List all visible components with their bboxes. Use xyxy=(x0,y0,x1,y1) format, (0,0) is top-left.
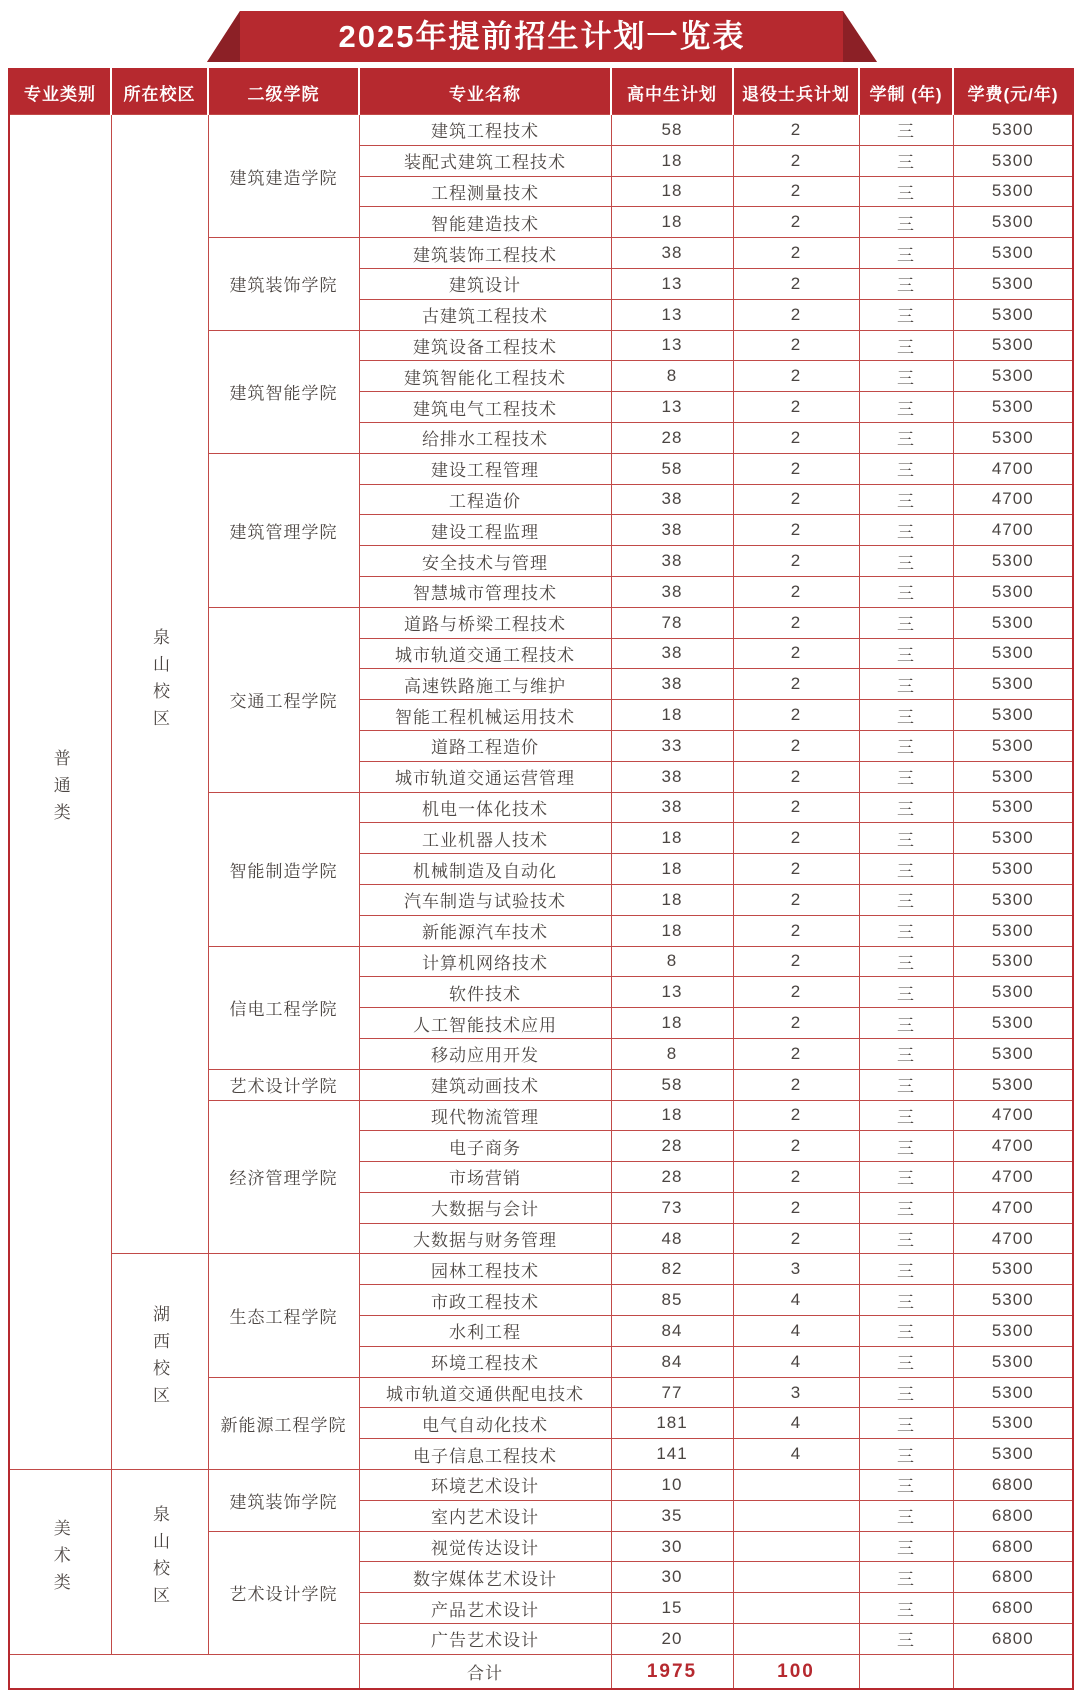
campus-cell-text: 泉山校区 xyxy=(150,627,169,736)
duration-cell: 三 xyxy=(859,1192,953,1223)
duration-cell: 三 xyxy=(859,854,953,885)
major-name-cell: 新能源汽车技术 xyxy=(359,915,611,946)
major-name-cell: 电气自动化技术 xyxy=(359,1408,611,1439)
veteran-plan-cell xyxy=(733,1624,859,1655)
total-row xyxy=(9,1654,1073,1689)
veteran-plan-cell: 4 xyxy=(733,1408,859,1439)
major-row xyxy=(9,1254,1073,1285)
major-name-cell: 工程造价 xyxy=(359,484,611,515)
duration-cell: 三 xyxy=(859,1439,953,1470)
veteran-plan-cell: 2 xyxy=(733,1038,859,1069)
major-name-cell: 安全技术与管理 xyxy=(359,546,611,577)
hs-plan-cell: 85 xyxy=(611,1285,733,1316)
duration-cell: 三 xyxy=(859,761,953,792)
admission-plan-table xyxy=(8,68,1074,1690)
major-name-cell: 移动应用开发 xyxy=(359,1038,611,1069)
veteran-plan-cell: 2 xyxy=(733,823,859,854)
veteran-plan-cell: 2 xyxy=(733,1223,859,1254)
duration-cell: 三 xyxy=(859,1254,953,1285)
duration-cell: 三 xyxy=(859,1470,953,1501)
hs-plan-cell: 15 xyxy=(611,1593,733,1624)
tuition-cell: 5300 xyxy=(953,1008,1073,1039)
veteran-plan-cell: 4 xyxy=(733,1346,859,1377)
hs-plan-cell: 141 xyxy=(611,1439,733,1470)
college-cell: 生态工程学院 xyxy=(208,1254,359,1377)
veteran-plan-cell: 2 xyxy=(733,730,859,761)
duration-cell: 三 xyxy=(859,1531,953,1562)
hs-plan-cell: 18 xyxy=(611,1008,733,1039)
veteran-plan-cell: 2 xyxy=(733,361,859,392)
major-name-cell: 数字媒体艺术设计 xyxy=(359,1562,611,1593)
category-cell-text: 美术类 xyxy=(50,1518,70,1600)
major-name-cell: 建筑动画技术 xyxy=(359,1069,611,1100)
veteran-plan-cell: 2 xyxy=(733,977,859,1008)
veteran-plan-cell: 2 xyxy=(733,884,859,915)
duration-cell: 三 xyxy=(859,792,953,823)
column-header-duration: 学制 (年) xyxy=(859,69,953,115)
major-name-cell: 智能建造技术 xyxy=(359,207,611,238)
duration-cell: 三 xyxy=(859,1593,953,1624)
hs-plan-cell: 18 xyxy=(611,823,733,854)
veteran-plan-cell: 2 xyxy=(733,1192,859,1223)
duration-cell: 三 xyxy=(859,607,953,638)
duration-cell: 三 xyxy=(859,1316,953,1347)
hs-plan-cell: 8 xyxy=(611,1038,733,1069)
tuition-cell: 5300 xyxy=(953,1254,1073,1285)
hs-plan-cell: 78 xyxy=(611,607,733,638)
hs-plan-cell: 8 xyxy=(611,946,733,977)
tuition-cell: 5300 xyxy=(953,299,1073,330)
tuition-cell: 5300 xyxy=(953,823,1073,854)
page-title: 2025年提前招生计划一览表 xyxy=(338,19,746,54)
tuition-cell: 5300 xyxy=(953,638,1073,669)
veteran-plan-cell: 2 xyxy=(733,115,859,146)
major-name-cell: 软件技术 xyxy=(359,977,611,1008)
duration-cell: 三 xyxy=(859,145,953,176)
major-name-cell: 园林工程技术 xyxy=(359,1254,611,1285)
veteran-plan-cell: 2 xyxy=(733,207,859,238)
category-cell-text: 普通类 xyxy=(50,749,70,831)
duration-cell: 三 xyxy=(859,700,953,731)
veteran-plan-cell: 2 xyxy=(733,792,859,823)
tuition-cell: 6800 xyxy=(953,1593,1073,1624)
tuition-cell: 5300 xyxy=(953,330,1073,361)
hs-plan-cell: 38 xyxy=(611,669,733,700)
major-name-cell: 工业机器人技术 xyxy=(359,823,611,854)
college-cell: 建筑装饰学院 xyxy=(208,238,359,330)
tuition-cell: 4700 xyxy=(953,515,1073,546)
major-name-cell: 人工智能技术应用 xyxy=(359,1008,611,1039)
duration-cell: 三 xyxy=(859,1100,953,1131)
college-cell: 交通工程学院 xyxy=(208,607,359,792)
veteran-plan-cell: 2 xyxy=(733,638,859,669)
veteran-plan-cell: 2 xyxy=(733,238,859,269)
column-header-tuition: 学费(元/年) xyxy=(953,69,1073,115)
duration-cell: 三 xyxy=(859,361,953,392)
major-name-cell: 给排水工程技术 xyxy=(359,422,611,453)
veteran-plan-cell: 2 xyxy=(733,761,859,792)
duration-cell: 三 xyxy=(859,422,953,453)
major-name-cell: 现代物流管理 xyxy=(359,1100,611,1131)
major-name-cell: 道路与桥梁工程技术 xyxy=(359,607,611,638)
hs-plan-cell: 38 xyxy=(611,238,733,269)
total-spacer-cell xyxy=(9,1654,359,1689)
veteran-plan-cell: 2 xyxy=(733,1131,859,1162)
hs-plan-cell: 18 xyxy=(611,700,733,731)
major-name-cell: 建筑智能化工程技术 xyxy=(359,361,611,392)
college-cell: 经济管理学院 xyxy=(208,1100,359,1254)
duration-cell: 三 xyxy=(859,638,953,669)
duration-cell: 三 xyxy=(859,1008,953,1039)
tuition-cell: 5300 xyxy=(953,854,1073,885)
column-header-college: 二级学院 xyxy=(208,69,359,115)
duration-cell: 三 xyxy=(859,1069,953,1100)
tuition-cell: 5300 xyxy=(953,207,1073,238)
duration-cell: 三 xyxy=(859,484,953,515)
veteran-plan-cell: 2 xyxy=(733,607,859,638)
major-name-cell: 城市轨道交通工程技术 xyxy=(359,638,611,669)
tuition-cell: 5300 xyxy=(953,392,1073,423)
veteran-plan-cell: 2 xyxy=(733,145,859,176)
column-header-major: 专业名称 xyxy=(359,69,611,115)
tuition-cell: 5300 xyxy=(953,422,1073,453)
veteran-plan-cell xyxy=(733,1593,859,1624)
hs-plan-cell: 77 xyxy=(611,1377,733,1408)
veteran-plan-cell: 2 xyxy=(733,946,859,977)
hs-plan-cell: 84 xyxy=(611,1346,733,1377)
tuition-cell: 5300 xyxy=(953,669,1073,700)
major-name-cell: 室内艺术设计 xyxy=(359,1500,611,1531)
duration-cell: 三 xyxy=(859,238,953,269)
tuition-cell: 4700 xyxy=(953,1100,1073,1131)
duration-cell: 三 xyxy=(859,1500,953,1531)
major-name-cell: 建筑设计 xyxy=(359,268,611,299)
tuition-cell: 5300 xyxy=(953,238,1073,269)
campus-cell-text: 泉山校区 xyxy=(150,1505,169,1614)
major-name-cell: 大数据与财务管理 xyxy=(359,1223,611,1254)
duration-cell: 三 xyxy=(859,1285,953,1316)
duration-cell: 三 xyxy=(859,730,953,761)
college-cell: 建筑智能学院 xyxy=(208,330,359,453)
major-name-cell: 电子信息工程技术 xyxy=(359,1439,611,1470)
tuition-cell: 5300 xyxy=(953,915,1073,946)
total-label-cell: 合计 xyxy=(359,1654,611,1689)
hs-plan-cell: 30 xyxy=(611,1531,733,1562)
major-name-cell: 建筑设备工程技术 xyxy=(359,330,611,361)
duration-cell: 三 xyxy=(859,546,953,577)
tuition-cell: 6800 xyxy=(953,1562,1073,1593)
major-name-cell: 智能工程机械运用技术 xyxy=(359,700,611,731)
tuition-cell: 5300 xyxy=(953,546,1073,577)
hs-plan-cell: 82 xyxy=(611,1254,733,1285)
hs-plan-cell: 28 xyxy=(611,422,733,453)
hs-plan-cell: 30 xyxy=(611,1562,733,1593)
duration-cell: 三 xyxy=(859,946,953,977)
tuition-cell: 5300 xyxy=(953,977,1073,1008)
duration-cell: 三 xyxy=(859,515,953,546)
major-name-cell: 道路工程造价 xyxy=(359,730,611,761)
hs-plan-cell: 18 xyxy=(611,207,733,238)
veteran-plan-cell xyxy=(733,1470,859,1501)
tuition-cell: 5300 xyxy=(953,607,1073,638)
header-row xyxy=(9,69,1073,115)
veteran-plan-cell: 4 xyxy=(733,1285,859,1316)
hs-plan-cell: 18 xyxy=(611,854,733,885)
major-name-cell: 计算机网络技术 xyxy=(359,946,611,977)
duration-cell: 三 xyxy=(859,299,953,330)
hs-plan-cell: 58 xyxy=(611,1069,733,1100)
veteran-plan-cell: 2 xyxy=(733,392,859,423)
major-name-cell: 大数据与会计 xyxy=(359,1192,611,1223)
veteran-plan-cell: 3 xyxy=(733,1254,859,1285)
veteran-plan-cell: 2 xyxy=(733,268,859,299)
veteran-plan-cell xyxy=(733,1500,859,1531)
major-name-cell: 市场营销 xyxy=(359,1162,611,1193)
duration-cell: 三 xyxy=(859,915,953,946)
tuition-cell: 5300 xyxy=(953,176,1073,207)
hs-plan-cell: 35 xyxy=(611,1500,733,1531)
major-name-cell: 智慧城市管理技术 xyxy=(359,576,611,607)
hs-plan-cell: 58 xyxy=(611,115,733,146)
tuition-cell: 5300 xyxy=(953,115,1073,146)
veteran-plan-cell: 2 xyxy=(733,915,859,946)
veteran-plan-cell: 2 xyxy=(733,515,859,546)
column-header-campus: 所在校区 xyxy=(111,69,208,115)
hs-plan-cell: 38 xyxy=(611,761,733,792)
tuition-cell: 5300 xyxy=(953,1346,1073,1377)
total-veteran-plan-cell: 100 xyxy=(733,1654,859,1689)
major-name-cell: 古建筑工程技术 xyxy=(359,299,611,330)
college-cell: 建筑装饰学院 xyxy=(208,1470,359,1532)
major-name-cell: 工程测量技术 xyxy=(359,176,611,207)
duration-cell: 三 xyxy=(859,268,953,299)
duration-cell: 三 xyxy=(859,1562,953,1593)
veteran-plan-cell: 2 xyxy=(733,176,859,207)
veteran-plan-cell: 2 xyxy=(733,854,859,885)
tuition-cell: 5300 xyxy=(953,1316,1073,1347)
duration-cell: 三 xyxy=(859,207,953,238)
duration-cell: 三 xyxy=(859,453,953,484)
duration-cell: 三 xyxy=(859,1038,953,1069)
hs-plan-cell: 13 xyxy=(611,299,733,330)
major-name-cell: 建设工程监理 xyxy=(359,515,611,546)
major-name-cell: 高速铁路施工与维护 xyxy=(359,669,611,700)
column-header-veteran-plan: 退役士兵计划 xyxy=(733,69,859,115)
major-name-cell: 电子商务 xyxy=(359,1131,611,1162)
hs-plan-cell: 38 xyxy=(611,638,733,669)
major-name-cell: 广告艺术设计 xyxy=(359,1624,611,1655)
veteran-plan-cell xyxy=(733,1531,859,1562)
tuition-cell: 5300 xyxy=(953,268,1073,299)
tuition-cell: 5300 xyxy=(953,145,1073,176)
veteran-plan-cell: 2 xyxy=(733,576,859,607)
hs-plan-cell: 13 xyxy=(611,977,733,1008)
tuition-cell: 4700 xyxy=(953,1162,1073,1193)
duration-cell: 三 xyxy=(859,1408,953,1439)
tuition-cell: 5300 xyxy=(953,361,1073,392)
hs-plan-cell: 18 xyxy=(611,145,733,176)
major-name-cell: 水利工程 xyxy=(359,1316,611,1347)
major-name-cell: 城市轨道交通运营管理 xyxy=(359,761,611,792)
tuition-cell: 5300 xyxy=(953,1285,1073,1316)
duration-cell: 三 xyxy=(859,576,953,607)
major-name-cell: 环境工程技术 xyxy=(359,1346,611,1377)
hs-plan-cell: 38 xyxy=(611,792,733,823)
hs-plan-cell: 10 xyxy=(611,1470,733,1501)
hs-plan-cell: 38 xyxy=(611,484,733,515)
tuition-cell: 6800 xyxy=(953,1500,1073,1531)
tuition-cell: 5300 xyxy=(953,1439,1073,1470)
hs-plan-cell: 73 xyxy=(611,1192,733,1223)
tuition-cell: 5300 xyxy=(953,700,1073,731)
hs-plan-cell: 33 xyxy=(611,730,733,761)
tuition-cell: 5300 xyxy=(953,1377,1073,1408)
veteran-plan-cell: 4 xyxy=(733,1316,859,1347)
hs-plan-cell: 18 xyxy=(611,915,733,946)
hs-plan-cell: 58 xyxy=(611,453,733,484)
hs-plan-cell: 28 xyxy=(611,1162,733,1193)
duration-cell: 三 xyxy=(859,176,953,207)
college-cell: 智能制造学院 xyxy=(208,792,359,946)
major-name-cell: 建筑工程技术 xyxy=(359,115,611,146)
duration-cell: 三 xyxy=(859,1162,953,1193)
campus-cell xyxy=(111,1470,208,1655)
veteran-plan-cell: 2 xyxy=(733,422,859,453)
college-cell: 艺术设计学院 xyxy=(208,1069,359,1100)
duration-cell: 三 xyxy=(859,669,953,700)
hs-plan-cell: 38 xyxy=(611,576,733,607)
veteran-plan-cell: 3 xyxy=(733,1377,859,1408)
duration-cell: 三 xyxy=(859,1131,953,1162)
tuition-cell: 4700 xyxy=(953,1131,1073,1162)
veteran-plan-cell xyxy=(733,1562,859,1593)
major-name-cell: 机械制造及自动化 xyxy=(359,854,611,885)
duration-cell: 三 xyxy=(859,884,953,915)
major-name-cell: 建筑电气工程技术 xyxy=(359,392,611,423)
hs-plan-cell: 13 xyxy=(611,392,733,423)
column-header-category: 专业类别 xyxy=(9,69,111,115)
major-name-cell: 机电一体化技术 xyxy=(359,792,611,823)
college-cell: 信电工程学院 xyxy=(208,946,359,1069)
duration-cell: 三 xyxy=(859,823,953,854)
hs-plan-cell: 38 xyxy=(611,546,733,577)
veteran-plan-cell: 2 xyxy=(733,700,859,731)
duration-cell: 三 xyxy=(859,1223,953,1254)
duration-cell: 三 xyxy=(859,330,953,361)
campus-cell xyxy=(111,1254,208,1470)
hs-plan-cell: 13 xyxy=(611,330,733,361)
tuition-cell: 5300 xyxy=(953,761,1073,792)
college-cell: 艺术设计学院 xyxy=(208,1531,359,1654)
category-cell xyxy=(9,1470,111,1655)
veteran-plan-cell: 4 xyxy=(733,1439,859,1470)
total-hs-plan-cell: 1975 xyxy=(611,1654,733,1689)
duration-cell: 三 xyxy=(859,1377,953,1408)
duration-cell: 三 xyxy=(859,977,953,1008)
hs-plan-cell: 20 xyxy=(611,1624,733,1655)
major-name-cell: 建筑装饰工程技术 xyxy=(359,238,611,269)
hs-plan-cell: 13 xyxy=(611,268,733,299)
veteran-plan-cell: 2 xyxy=(733,546,859,577)
hs-plan-cell: 181 xyxy=(611,1408,733,1439)
major-row xyxy=(9,1470,1073,1501)
total-duration-cell xyxy=(859,1654,953,1689)
hs-plan-cell: 18 xyxy=(611,1100,733,1131)
tuition-cell: 5300 xyxy=(953,576,1073,607)
veteran-plan-cell: 2 xyxy=(733,330,859,361)
tuition-cell: 5300 xyxy=(953,730,1073,761)
major-row xyxy=(9,115,1073,146)
hs-plan-cell: 38 xyxy=(611,515,733,546)
veteran-plan-cell: 2 xyxy=(733,1069,859,1100)
veteran-plan-cell: 2 xyxy=(733,1100,859,1131)
duration-cell: 三 xyxy=(859,392,953,423)
hs-plan-cell: 28 xyxy=(611,1131,733,1162)
major-name-cell: 建设工程管理 xyxy=(359,453,611,484)
campus-cell xyxy=(111,115,208,1254)
tuition-cell: 4700 xyxy=(953,1192,1073,1223)
major-name-cell: 环境艺术设计 xyxy=(359,1470,611,1501)
major-name-cell: 视觉传达设计 xyxy=(359,1531,611,1562)
title-banner xyxy=(207,11,877,62)
category-cell xyxy=(9,115,111,1470)
tuition-cell: 5300 xyxy=(953,946,1073,977)
major-name-cell: 汽车制造与试验技术 xyxy=(359,884,611,915)
tuition-cell: 6800 xyxy=(953,1531,1073,1562)
duration-cell: 三 xyxy=(859,1346,953,1377)
tuition-cell: 5300 xyxy=(953,792,1073,823)
veteran-plan-cell: 2 xyxy=(733,1008,859,1039)
total-tuition-cell xyxy=(953,1654,1073,1689)
hs-plan-cell: 18 xyxy=(611,884,733,915)
campus-cell-text: 湖西校区 xyxy=(150,1305,169,1414)
tuition-cell: 6800 xyxy=(953,1624,1073,1655)
major-name-cell: 产品艺术设计 xyxy=(359,1593,611,1624)
tuition-cell: 4700 xyxy=(953,1223,1073,1254)
hs-plan-cell: 18 xyxy=(611,176,733,207)
college-cell: 新能源工程学院 xyxy=(208,1377,359,1469)
tuition-cell: 5300 xyxy=(953,884,1073,915)
college-cell: 建筑管理学院 xyxy=(208,453,359,607)
veteran-plan-cell: 2 xyxy=(733,299,859,330)
major-name-cell: 城市轨道交通供配电技术 xyxy=(359,1377,611,1408)
tuition-cell: 5300 xyxy=(953,1408,1073,1439)
duration-cell: 三 xyxy=(859,115,953,146)
tuition-cell: 5300 xyxy=(953,1069,1073,1100)
duration-cell: 三 xyxy=(859,1624,953,1655)
college-cell: 建筑建造学院 xyxy=(208,115,359,238)
major-name-cell: 装配式建筑工程技术 xyxy=(359,145,611,176)
hs-plan-cell: 48 xyxy=(611,1223,733,1254)
tuition-cell: 5300 xyxy=(953,1038,1073,1069)
veteran-plan-cell: 2 xyxy=(733,1162,859,1193)
veteran-plan-cell: 2 xyxy=(733,484,859,515)
hs-plan-cell: 8 xyxy=(611,361,733,392)
hs-plan-cell: 84 xyxy=(611,1316,733,1347)
column-header-hs-plan: 高中生计划 xyxy=(611,69,733,115)
tuition-cell: 4700 xyxy=(953,484,1073,515)
tuition-cell: 4700 xyxy=(953,453,1073,484)
major-name-cell: 市政工程技术 xyxy=(359,1285,611,1316)
veteran-plan-cell: 2 xyxy=(733,669,859,700)
tuition-cell: 6800 xyxy=(953,1470,1073,1501)
veteran-plan-cell: 2 xyxy=(733,453,859,484)
